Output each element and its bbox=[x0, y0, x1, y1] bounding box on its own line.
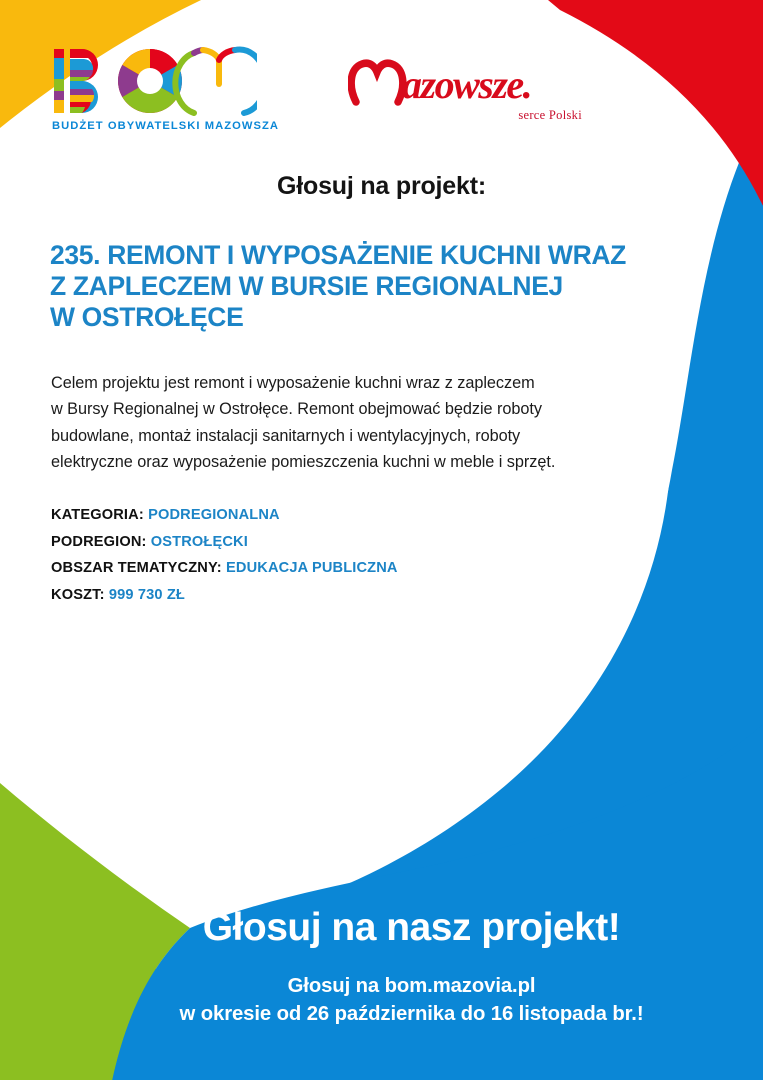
meta-label-koszt: KOSZT: bbox=[51, 586, 105, 603]
bom-logo[interactable] bbox=[48, 46, 280, 138]
meta-value-obszar-tematyczny: EDUKACJA PUBLICZNA bbox=[226, 560, 398, 576]
bom-logo-caption: BUDŻET OBYWATELSKI MAZOWSZA bbox=[52, 120, 280, 132]
meta-row-obszar-tematyczny bbox=[51, 560, 651, 576]
description-line-4: elektryczne oraz wyposażenie pomieszczenia kuchni w meble i sprzęt. bbox=[51, 453, 556, 472]
meta-label-podregion: PODREGION: bbox=[51, 533, 147, 550]
project-metadata bbox=[51, 507, 651, 613]
bom-logo-mark bbox=[52, 46, 257, 116]
description-line-3: budowlane, montaż instalacji sanitarnych i wentylacyjnych, roboty bbox=[51, 426, 521, 445]
footer-details bbox=[0, 972, 763, 1028]
project-title-line-2: Z ZAPLECZEM W BURSIE REGIONALNEJ bbox=[50, 271, 563, 301]
meta-value-kategoria: PODREGIONALNA bbox=[148, 507, 280, 523]
mazowsze-wordmark bbox=[348, 56, 588, 108]
project-title-line-1: 235. REMONT I WYPOSAŻENIE KUCHNI WRAZ bbox=[50, 240, 626, 270]
svg-text:azowsze.: azowsze. bbox=[402, 62, 532, 107]
footer-vote-period: w okresie od 26 października do 16 listopada br.! bbox=[179, 1003, 644, 1025]
logo-row bbox=[48, 46, 728, 146]
mazowsze-tagline: serce Polski bbox=[518, 108, 582, 122]
meta-row-kategoria bbox=[51, 507, 651, 523]
description-line-1: Celem projektu jest remont i wyposażenie kuchni wraz z zapleczem bbox=[51, 374, 535, 392]
meta-value-koszt: 999 730 ZŁ bbox=[108, 586, 185, 603]
project-description bbox=[51, 370, 671, 476]
meta-row-podregion bbox=[51, 534, 651, 550]
page-kicker: Głosuj na projekt: bbox=[277, 172, 486, 200]
description-line-2: w Bursy Regionalnej w Ostrołęce. Remont obejmować będzie roboty bbox=[51, 400, 542, 419]
project-title bbox=[50, 240, 690, 333]
footer-headline: Głosuj na nasz projekt! bbox=[202, 906, 621, 949]
project-title-line-3: W OSTROŁĘCE bbox=[50, 302, 244, 332]
footer-vote-url[interactable]: Głosuj na bom.mazovia.pl bbox=[287, 975, 536, 997]
meta-value-podregion: OSTROŁĘCKI bbox=[150, 533, 248, 550]
mazowsze-logo[interactable] bbox=[348, 56, 588, 136]
footer-cta bbox=[0, 890, 763, 1028]
meta-label-kategoria: KATEGORIA: bbox=[51, 507, 144, 523]
meta-label-obszar-tematyczny: OBSZAR TEMATYCZNY: bbox=[51, 560, 222, 576]
meta-row-koszt bbox=[51, 587, 651, 603]
